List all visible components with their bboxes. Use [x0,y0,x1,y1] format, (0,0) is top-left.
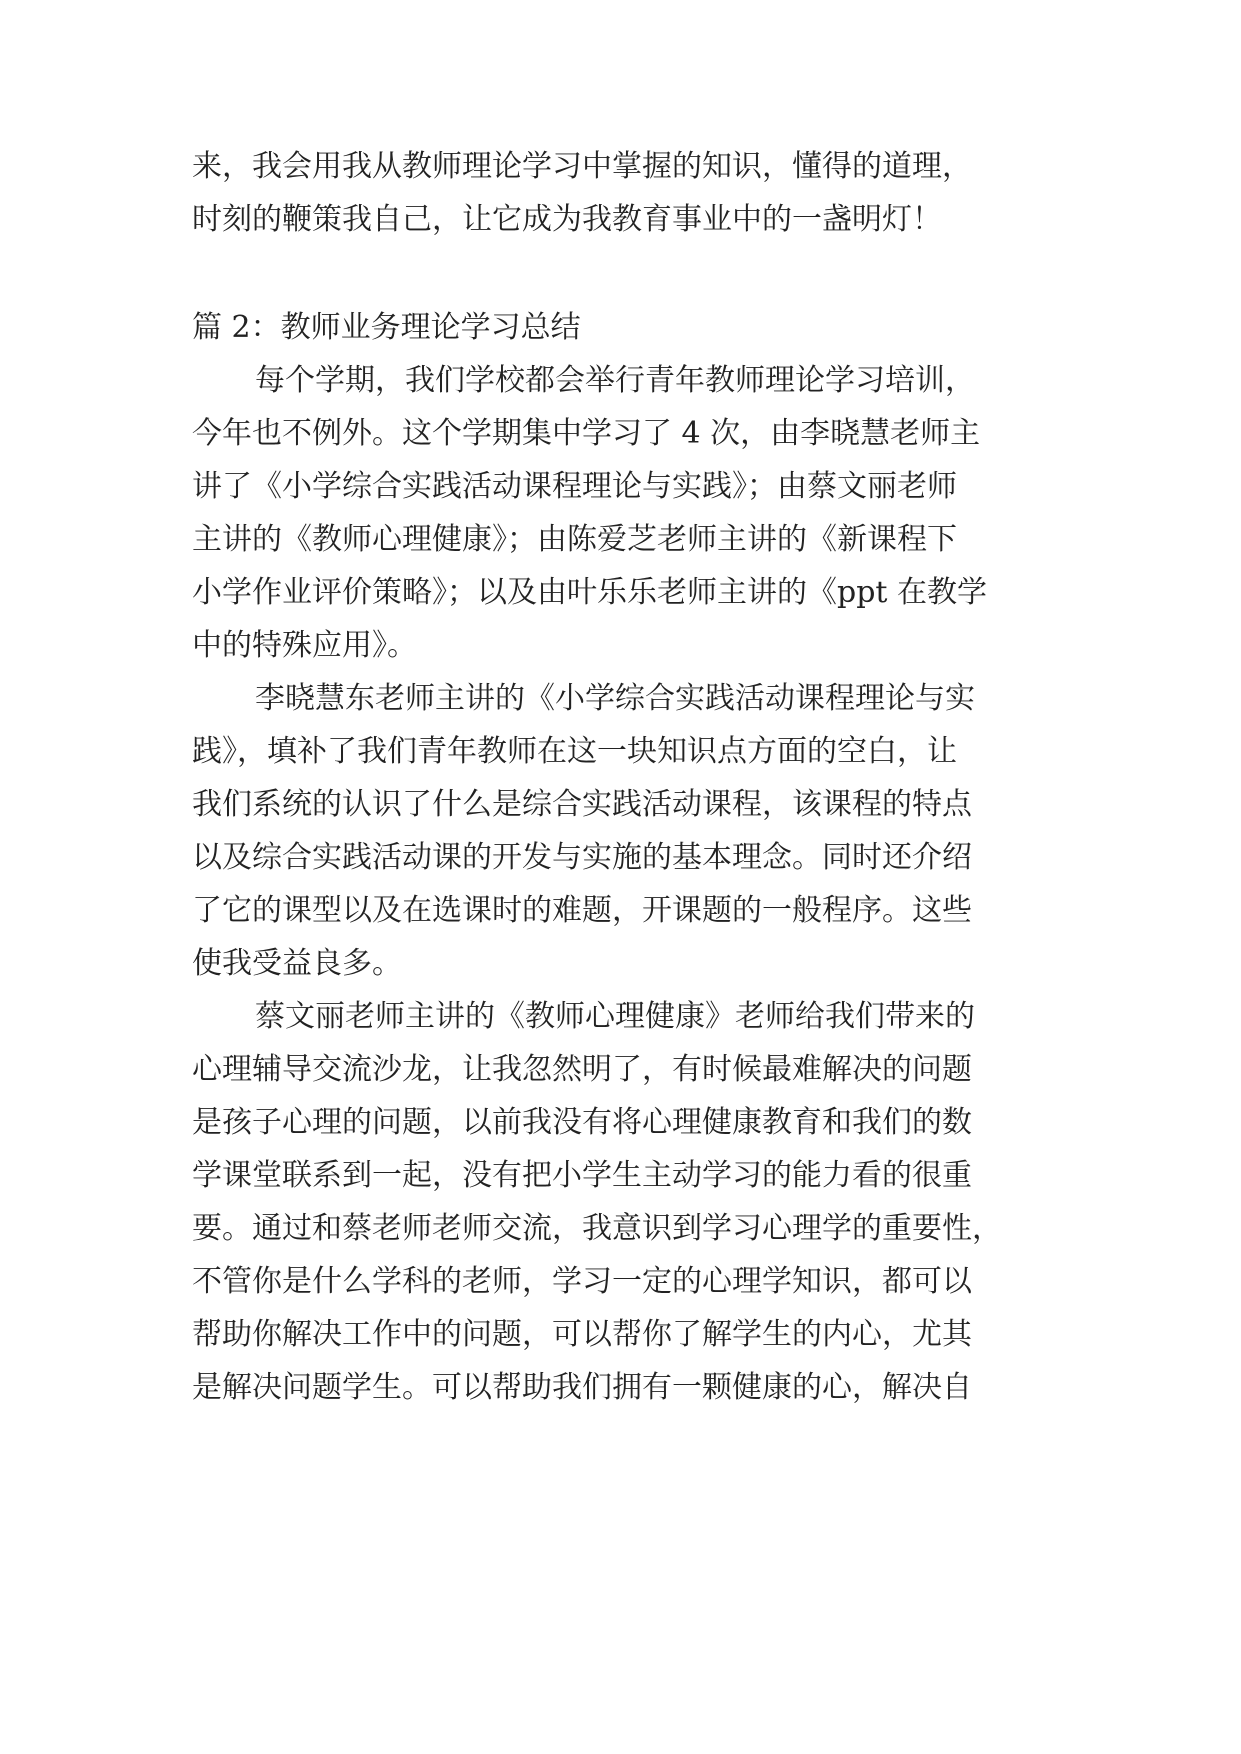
paragraph-3-line: 不管你是什么学科的老师，学习一定的心理学知识，都可以 [192,1264,972,1299]
paragraph-1-line: 今年也不例外。这个学期集中学习了 4 次，由李晓慧老师主 [192,416,981,451]
paragraph-2-line: 使我受益良多。 [192,946,402,981]
paragraph-3-line: 是解决问题学生。可以帮助我们拥有一颗健康的心，解决自 [192,1370,972,1405]
paragraph-2-line: 了它的课型以及在选课时的难题，开课题的一般程序。这些 [192,893,972,928]
paragraph-2-line: 践》，填补了我们青年教师在这一块知识点方面的空白，让 [192,734,957,769]
paragraph-2-line: 以及综合实践活动课的开发与实施的基本理念。同时还介绍 [192,840,972,875]
paragraph-1-line: 主讲的《教师心理健康》；由陈爱芝老师主讲的《新课程下 [192,522,957,557]
paragraph-2-line: 李晓慧东老师主讲的《小学综合实践活动课程理论与实 [255,681,975,716]
continuation-line: 时刻的鞭策我自己，让它成为我教育事业中的一盏明灯！ [192,202,942,237]
continuation-line: 来，我会用我从教师理论学习中掌握的知识，懂得的道理， [192,149,972,184]
paragraph-3-line: 学课堂联系到一起，没有把小学生主动学习的能力看的很重 [192,1158,972,1193]
paragraph-3-line: 是孩子心理的问题，以前我没有将心理健康教育和我们的数 [192,1105,972,1140]
paragraph-2-line: 我们系统的认识了什么是综合实践活动课程，该课程的特点 [192,787,972,822]
paragraph-3-line: 帮助你解决工作中的问题，可以帮你了解学生的内心，尤其 [192,1317,972,1352]
paragraph-1-line: 中的特殊应用》。 [192,628,417,663]
paragraph-3-line: 心理辅导交流沙龙，让我忽然明了，有时候最难解决的问题 [192,1052,972,1087]
paragraph-3-line: 蔡文丽老师主讲的《教师心理健康》老师给我们带来的 [255,999,975,1034]
paragraph-3-line: 要。通过和蔡老师老师交流，我意识到学习心理学的重要性， [192,1211,1002,1246]
section-heading: 篇 2：教师业务理论学习总结 [192,310,581,345]
paragraph-1-line: 每个学期，我们学校都会举行青年教师理论学习培训， [255,363,975,398]
paragraph-1-line: 小学作业评价策略》；以及由叶乐乐老师主讲的《ppt 在教学 [192,575,987,610]
paragraph-1-line: 讲了《小学综合实践活动课程理论与实践》；由蔡文丽老师 [192,469,957,504]
